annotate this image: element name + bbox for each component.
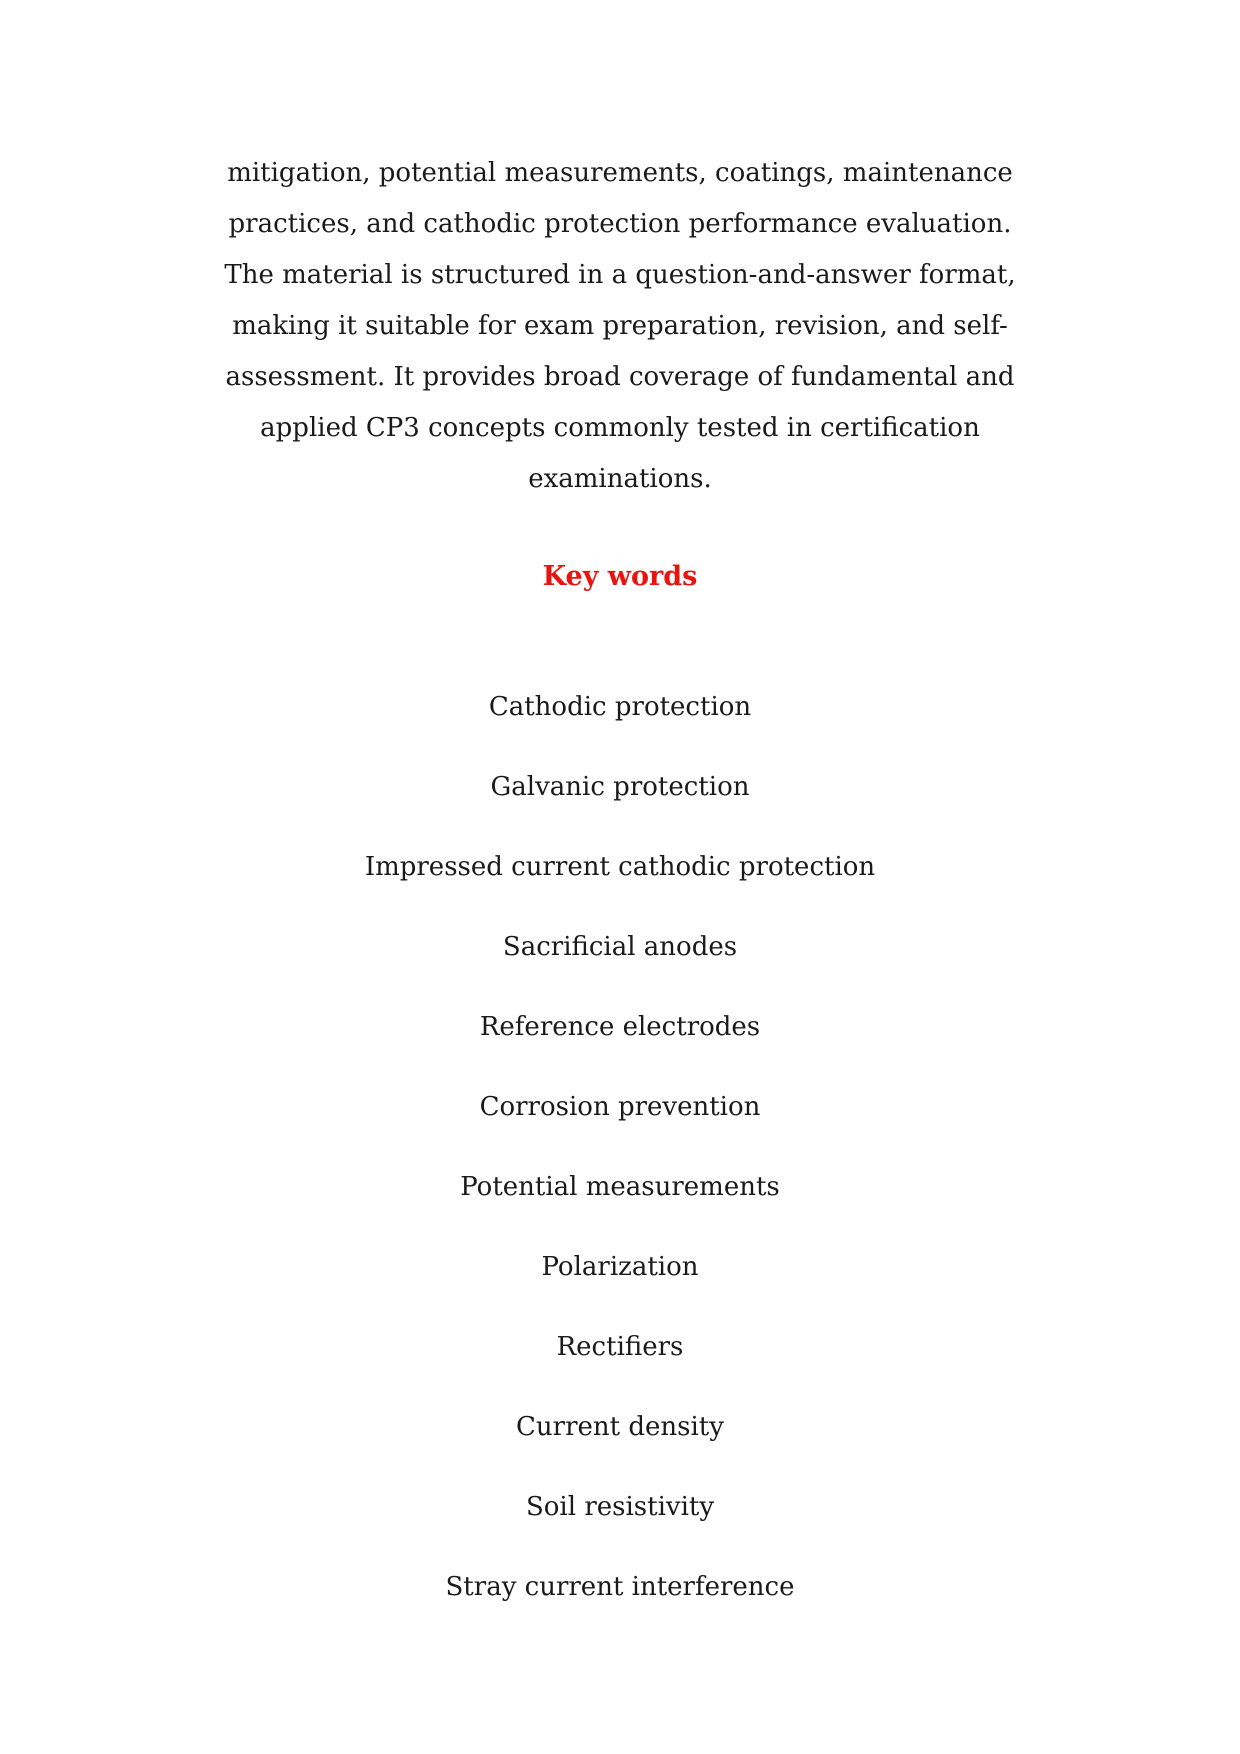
abstract-line: assessment. It provides broad coverage of fundamental and xyxy=(225,362,1015,392)
keyword-item: Galvanic protection xyxy=(490,772,750,802)
abstract-paragraph xyxy=(180,148,1060,505)
keyword-item: Rectifiers xyxy=(556,1332,684,1362)
keyword-item: Current density xyxy=(516,1412,724,1442)
keyword-item: Soil resistivity xyxy=(525,1492,715,1522)
keywords-list xyxy=(0,682,1240,1642)
keyword-item: Sacrificial anodes xyxy=(502,932,738,962)
abstract-line: applied CP3 concepts commonly tested in certification xyxy=(260,413,980,443)
keyword-item: Cathodic protection xyxy=(488,692,752,722)
keyword-item: Polarization xyxy=(541,1252,699,1282)
keywords-heading: Key words xyxy=(542,561,698,592)
abstract-line: examinations. xyxy=(528,464,712,494)
keyword-item: Impressed current cathodic protection xyxy=(364,852,876,882)
abstract-line: The material is structured in a question-and-answer format, xyxy=(224,260,1016,290)
keyword-item: Reference electrodes xyxy=(479,1012,761,1042)
abstract-line: making it suitable for exam preparation, revision, and self- xyxy=(232,311,1008,341)
abstract-line: practices, and cathodic protection performance evaluation. xyxy=(228,209,1012,239)
keyword-item: Potential measurements xyxy=(460,1172,780,1202)
keyword-item: Stray current interference xyxy=(445,1572,795,1602)
keyword-item: Corrosion prevention xyxy=(479,1092,761,1122)
abstract-line: mitigation, potential measurements, coatings, maintenance xyxy=(227,158,1013,188)
